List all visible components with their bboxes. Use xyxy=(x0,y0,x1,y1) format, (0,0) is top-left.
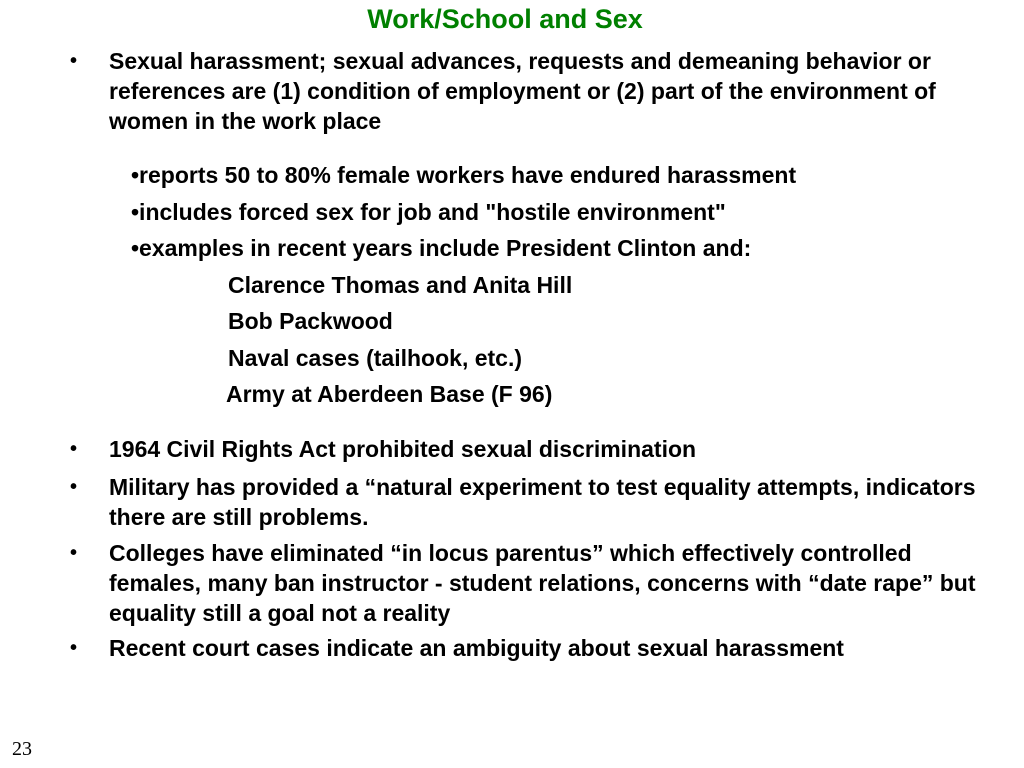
bullet-item xyxy=(70,633,990,663)
bullet-icon: • xyxy=(70,637,78,659)
bullet-icon: • xyxy=(70,542,78,564)
bullet-text: Colleges have eliminated “in locus parentus” which effectively controlled females, many ban instructor - student relations, concerns with “date rape” but equality still a goal not a reality xyxy=(109,540,976,626)
sub-point: •reports 50 to 80% female workers have endured harassment xyxy=(131,162,797,188)
example-item: Bob Packwood xyxy=(228,308,393,334)
bullet-icon: • xyxy=(70,438,78,460)
bullet-text: Recent court cases indicate an ambiguity about sexual harassment xyxy=(109,635,844,661)
bullet-item xyxy=(70,472,990,532)
slide-number: 23 xyxy=(12,738,32,760)
bullet-text: Military has provided a “natural experiment to test equality attempts, indicators there are still problems. xyxy=(109,474,976,530)
sub-point: •includes forced sex for job and "hostile environment" xyxy=(131,199,726,225)
bullet-item xyxy=(70,46,990,136)
bullet-text: 1964 Civil Rights Act prohibited sexual discrimination xyxy=(109,436,697,462)
slide-title: Work/School and Sex xyxy=(367,4,643,34)
bullet-text: Sexual harassment; sexual advances, requests and demeaning behavior or references are (1) condition of employment or (2) part of the environment of women in the work place xyxy=(109,48,936,134)
bullet-item xyxy=(70,538,990,628)
bullet-icon: • xyxy=(70,476,78,498)
bullet-item xyxy=(70,434,990,464)
sub-point: •examples in recent years include President Clinton and: xyxy=(131,235,752,261)
example-item: Army at Aberdeen Base (F 96) xyxy=(226,381,553,407)
bullet-icon: • xyxy=(70,50,78,72)
example-item: Clarence Thomas and Anita Hill xyxy=(228,272,573,298)
example-item: Naval cases (tailhook, etc.) xyxy=(228,345,523,371)
